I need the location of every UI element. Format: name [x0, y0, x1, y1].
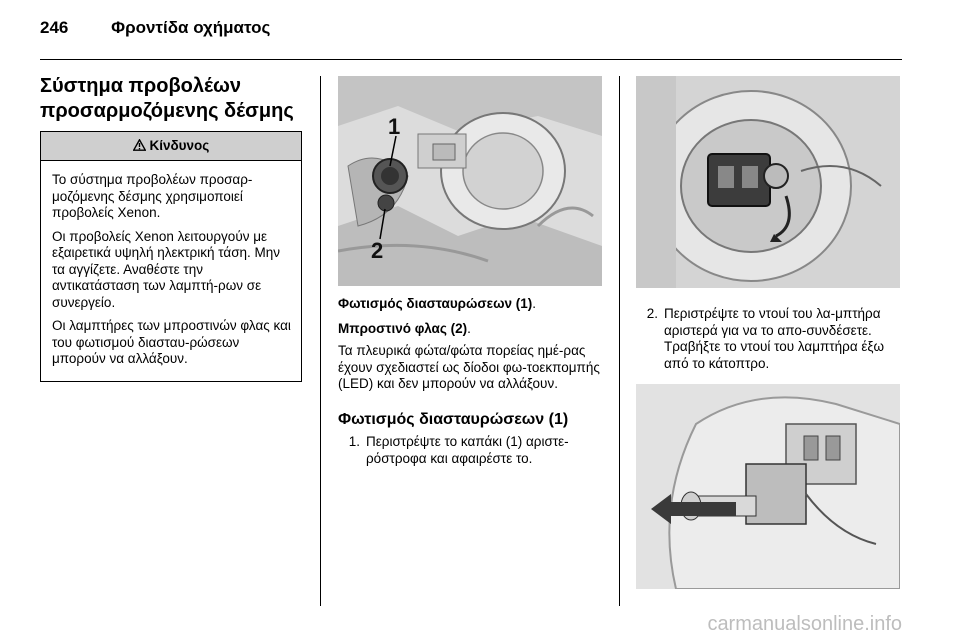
- section-title-line1: Σύστημα προβολέων: [40, 75, 242, 97]
- header-rule: [40, 59, 902, 60]
- column-2: [338, 76, 604, 467]
- caption-end: .: [532, 296, 536, 311]
- led-paragraph: Τα πλευρικά φώτα/φώτα πορείας ημέ-ρας έχουν σχεδιαστεί ως δίοδοι φω-τοεκπομπής (LED) και δεν μπορούν να αλλάξουν.: [338, 343, 600, 391]
- column-divider-2: [619, 76, 620, 606]
- callout-1: 1: [388, 114, 401, 139]
- warning-box: [40, 131, 302, 382]
- page-header: [40, 18, 270, 38]
- headlamp-rear-illustration: [338, 76, 602, 286]
- column-divider-1: [320, 76, 321, 606]
- caption-low-beam-label: Φωτισμός διασταυρώσεων (1): [338, 296, 533, 311]
- chapter-title: Φροντίδα οχήματος: [111, 18, 271, 37]
- warning-paragraph: Οι προβολείς Xenon λειτουργούν με εξαιρετικά υψηλή ηλεκτρική τάση. Μην τα αγγίζετε. Αναθέστε την αντικατάσταση των λαμπτή-ρων σε συνεργείο.: [52, 228, 281, 310]
- warning-paragraph: Οι λαμπτήρες των μπροστινών φλας και του φωτισμού διασταυ-ρώσεων μπορούν να αλλάξουν.: [52, 318, 291, 366]
- caption-end: .: [467, 320, 471, 336]
- warning-header: [41, 132, 301, 161]
- warning-triangle-icon: [133, 139, 146, 151]
- headlamp-rear-figure: [338, 76, 602, 286]
- watermark: carmanualsonline.info: [707, 613, 902, 635]
- caption-low-beam: [338, 296, 604, 313]
- bulb-holder-illustration: [636, 76, 900, 288]
- section-title: [40, 74, 302, 124]
- column-1: [40, 74, 302, 382]
- caption-indicator-label: Μπροστινό φλας (2): [338, 320, 468, 336]
- page-number: 246: [40, 18, 69, 37]
- step-text: Περιστρέψτε το ντουί του λα-μπτήρα αριστερά για να το απο-συνδέσετε. Τραβήξτε το ντουί του λαμπτήρα έξω από το κάτοπτρο.: [664, 306, 884, 371]
- bulb-removal-illustration: [636, 384, 900, 589]
- step-2: [636, 306, 902, 372]
- section-title-line2: προσαρμοζόμενης δέσμης: [40, 100, 294, 122]
- step-text: Περιστρέψτε το καπάκι (1) αριστε-ρόστροφα και αφαιρέστε το.: [366, 434, 569, 466]
- cap-removal-figure: [636, 76, 900, 288]
- step-number: 1.: [348, 434, 360, 449]
- subheading-low-beam: Φωτισμός διασταυρώσεων (1): [338, 410, 569, 428]
- step-1: [338, 434, 604, 467]
- warning-paragraph: Το σύστημα προβολέων προσαρ-μοζόμενης δέσμης χρησιμοποιεί προβολείς Xenon.: [52, 172, 253, 220]
- step-number: 2.: [646, 306, 658, 321]
- bulb-removal-figure: [636, 384, 900, 589]
- column-3: [636, 76, 902, 589]
- warning-title: Κίνδυνος: [149, 138, 210, 153]
- callout-2: 2: [371, 238, 384, 263]
- warning-body: [41, 161, 301, 381]
- caption-indicator: [338, 321, 604, 338]
